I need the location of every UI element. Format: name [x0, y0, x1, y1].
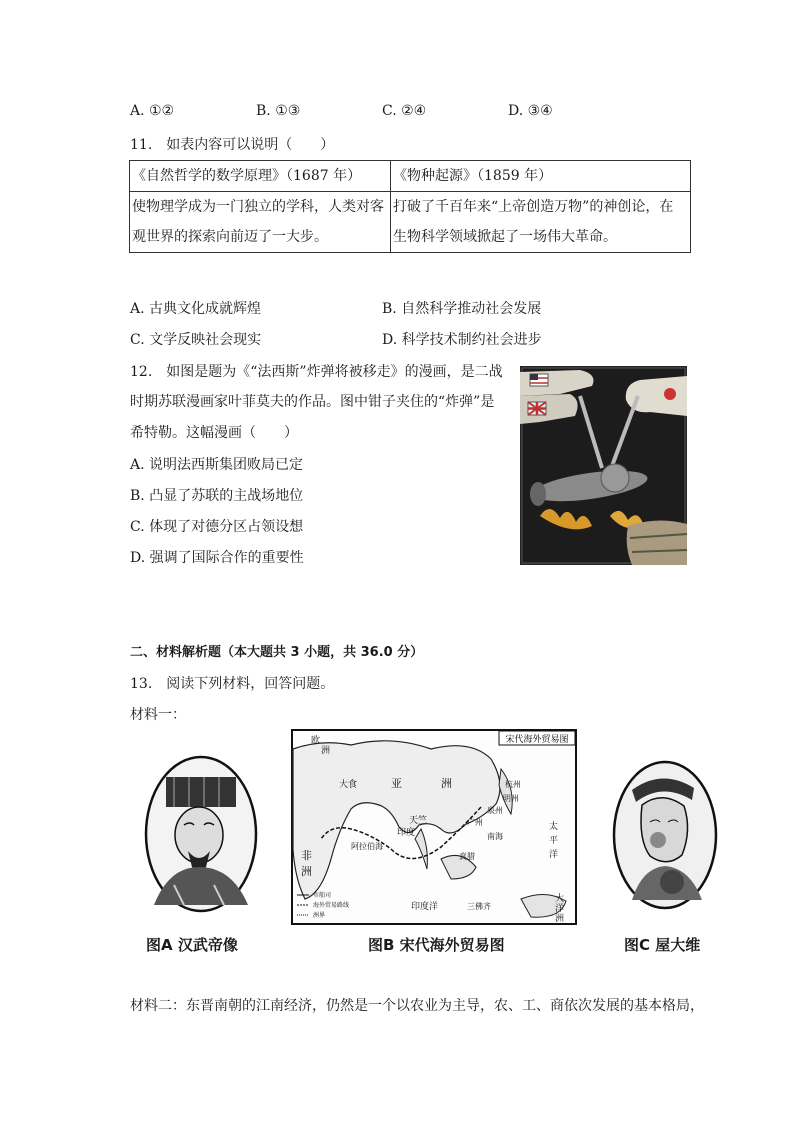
q11-table — [129, 160, 691, 253]
table-cell-2-line-2: 生物科学领域掀起了一场伟大革命。 — [393, 229, 617, 245]
map-label: 欧 — [311, 736, 321, 746]
map-label: 杭州 — [505, 780, 521, 789]
q12-option-c[interactable]: C. 体现了对德分区占领设想 — [130, 519, 304, 535]
map-label: 亚 — [391, 777, 402, 790]
map-label: 印度 — [397, 828, 416, 838]
figure-a-portrait — [144, 755, 258, 913]
table-cell-1 — [130, 192, 391, 253]
map-label: 洋 — [555, 904, 565, 914]
map-label: 太 — [549, 822, 559, 832]
map-legend-item: 海外贸易路线 — [313, 902, 350, 909]
figure-c-portrait — [612, 760, 718, 910]
figure-c-caption: 图C 屋大维 — [624, 936, 701, 954]
table-cell-1-line-2: 观世界的探索向前迈了一大步。 — [132, 229, 328, 245]
q10-option-a[interactable]: A. ①② — [130, 103, 175, 119]
map-legend-item: 市舶司 — [313, 892, 332, 899]
map-label: 真腊 — [459, 852, 475, 861]
map-label: 非 — [301, 849, 312, 862]
q11-option-a[interactable]: A. 古典文化成就辉煌 — [130, 301, 262, 317]
q12-stem-line-2: 时期苏联漫画家叶菲莫夫的作品。图中钳子夹住的“炸弹”是 — [130, 394, 495, 410]
map-label: 大 — [555, 894, 565, 904]
table-cell-2-line-1: 打破了千百年来“上帝创造万物”的神创论，在 — [393, 199, 674, 215]
map-label: 阿拉伯海 — [351, 842, 383, 851]
map-label: 三佛齐 — [467, 902, 491, 911]
q10-option-b[interactable]: B. ①③ — [256, 103, 301, 119]
map-title: 宋代海外贸易图 — [505, 735, 569, 745]
cartoon-image — [520, 366, 687, 565]
map-label: 洲 — [441, 777, 452, 790]
map-label: 南海 — [487, 832, 503, 841]
figure-b-map — [291, 729, 577, 925]
table-header-1: 《自然哲学的数学原理》（1687 年） — [130, 161, 391, 192]
material2-line: 材料二：东晋南朝的江南经济，仍然是一个以农业为主导，农、工、商依次发展的基本格局， — [130, 998, 704, 1014]
q10-option-c[interactable]: C. ②④ — [382, 103, 427, 119]
section-heading: 二、材料解析题（本大题共 3 小题，共 36.0 分） — [130, 645, 424, 660]
map-label: 平 — [549, 836, 559, 846]
map-label: 洲 — [321, 746, 331, 756]
q12-option-b[interactable]: B. 凸显了苏联的主战场地位 — [130, 488, 304, 504]
q12-option-d[interactable]: D. 强调了国际合作的重要性 — [130, 550, 304, 566]
figure-a-caption: 图A 汉武帝像 — [146, 936, 238, 954]
q11-stem: 11. 如表内容可以说明（ ） — [130, 137, 335, 153]
q13-stem: 13. 阅读下列材料，回答问题。 — [130, 676, 335, 692]
q11-option-b[interactable]: B. 自然科学推动社会发展 — [382, 301, 542, 317]
q10-option-d[interactable]: D. ③④ — [508, 103, 553, 119]
q11-option-d[interactable]: D. 科学技术制约社会进步 — [382, 332, 542, 348]
map-label: 明州 — [503, 794, 519, 803]
material1-label: 材料一： — [130, 707, 186, 723]
q11-option-c[interactable]: C. 文学反映社会现实 — [130, 332, 262, 348]
map-label: 泉州 — [487, 806, 503, 815]
q12-stem-line-1: 12. 如图是题为《“法西斯”炸弹将被移走》的漫画，是二战 — [130, 364, 503, 380]
map-label: 天竺 — [409, 816, 428, 826]
map-label: 大食 — [339, 780, 358, 790]
q12-stem-line-3: 希特勒。这幅漫画（ ） — [130, 425, 298, 441]
map-label: 洲 — [301, 865, 312, 878]
figure-b-caption: 图B 宋代海外贸易图 — [368, 936, 505, 954]
map-legend-item: 洲界 — [313, 912, 326, 919]
table-cell-2 — [391, 192, 691, 253]
q12-option-a[interactable]: A. 说明法西斯集团败局已定 — [130, 457, 304, 473]
map-label: 印度洋 — [411, 902, 439, 912]
table-header-2: 《物种起源》（1859 年） — [391, 161, 691, 192]
table-cell-1-line-1: 使物理学成为一门独立的学科，人类对客 — [132, 199, 384, 215]
map-label: 洲 — [555, 914, 565, 924]
map-label: 洋 — [549, 850, 559, 860]
map-label: 广州 — [467, 818, 483, 827]
